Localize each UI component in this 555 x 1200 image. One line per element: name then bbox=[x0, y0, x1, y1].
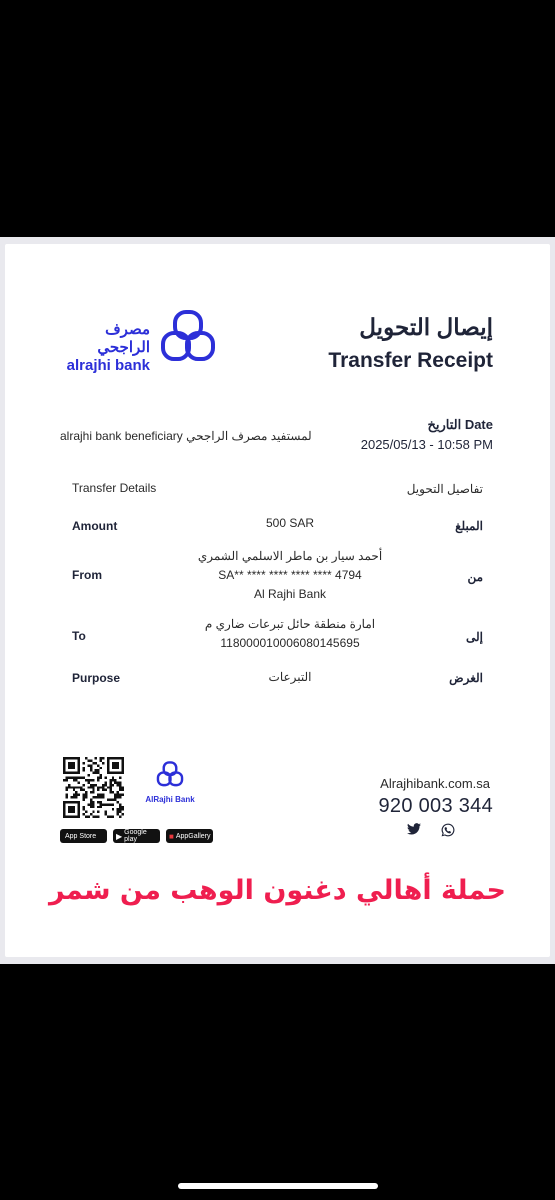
qr-code bbox=[63, 757, 124, 818]
mini-bank-logo bbox=[142, 761, 198, 804]
purpose-label-en: Purpose bbox=[72, 671, 121, 685]
mini-logo-label: AlRajhi Bank bbox=[145, 795, 195, 804]
from-label-en: From bbox=[72, 568, 102, 582]
phone-number[interactable]: 920 003 344 bbox=[378, 795, 493, 817]
from-label-ar: من bbox=[467, 570, 483, 584]
alrajhi-small-logo-icon bbox=[156, 761, 184, 788]
from-value bbox=[125, 547, 455, 604]
bank-name bbox=[60, 321, 150, 375]
huawei-icon: ■ bbox=[169, 831, 174, 841]
to-label-ar: إلى bbox=[466, 630, 483, 644]
from-bank: Al Rajhi Bank bbox=[253, 587, 327, 601]
amount-label-en: Amount bbox=[72, 519, 118, 533]
bank-name-ar: مصرف الراجحي bbox=[97, 321, 150, 356]
home-indicator[interactable] bbox=[178, 1183, 378, 1189]
google-play-badge[interactable] bbox=[113, 829, 160, 843]
amount-label-ar: المبلغ bbox=[455, 519, 483, 533]
to-value bbox=[125, 615, 455, 653]
to-label-en: To bbox=[72, 629, 86, 643]
purpose-line: التبرعات bbox=[268, 670, 312, 684]
bank-name-en: alrajhi bank bbox=[66, 357, 150, 374]
app-store-label: App Store bbox=[65, 832, 97, 840]
app-gallery-badge[interactable] bbox=[166, 829, 213, 843]
receipt-title-en: Transfer Receipt bbox=[328, 349, 493, 372]
receipt-title-ar: إيصال التحويل bbox=[359, 314, 493, 340]
app-store-badge[interactable] bbox=[60, 829, 107, 843]
section-title-en: Transfer Details bbox=[72, 481, 157, 495]
alrajhi-logo-icon bbox=[159, 309, 217, 365]
play-icon: ▶ bbox=[116, 831, 123, 841]
app-gallery-label: AppGallery bbox=[175, 832, 211, 840]
beneficiary-type: alrajhi bank beneficiary لمستفيد مصرف الراجحي bbox=[60, 429, 312, 443]
google-play-label: Google play bbox=[124, 829, 147, 843]
transfer-receipt bbox=[5, 244, 550, 957]
whatsapp-icon[interactable] bbox=[441, 823, 455, 837]
website-link[interactable]: Alrajhibank.com.sa bbox=[380, 776, 490, 791]
purpose-label-ar: الغرض bbox=[449, 671, 483, 685]
amount-value bbox=[125, 514, 455, 533]
section-title-ar: تفاصيل التحويل bbox=[406, 482, 483, 496]
to-account: 118000010006080145695 bbox=[220, 636, 360, 650]
to-name: امارة منطقة حائل تبرعات ضاري م bbox=[204, 617, 376, 631]
store-badges bbox=[60, 829, 213, 843]
screenshot-frame bbox=[0, 237, 555, 964]
amount-line: 500 SAR bbox=[265, 516, 315, 530]
social-links bbox=[407, 823, 455, 837]
date-value: 2025/05/13 - 10:58 PM bbox=[360, 437, 493, 452]
twitter-icon[interactable] bbox=[407, 823, 421, 835]
from-name: أحمد سيار بن ماطر الاسلمي الشمري bbox=[197, 549, 383, 563]
date-label: التاريخ Date bbox=[427, 417, 493, 432]
purpose-value bbox=[125, 668, 455, 687]
from-account: SA** **** **** **** **** 4794 bbox=[218, 568, 362, 582]
campaign-caption: حملة أهالي دغنون الوهب من شمر bbox=[49, 875, 506, 906]
